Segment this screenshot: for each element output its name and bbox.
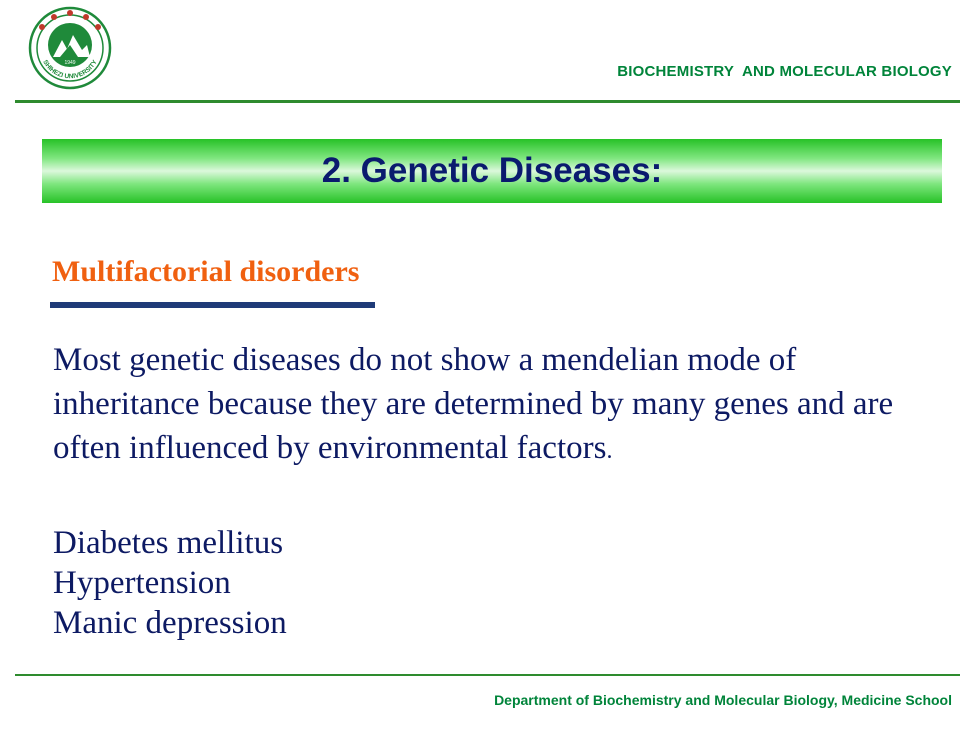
header-course-title: BIOCHEMISTRY AND MOLECULAR BIOLOGY [617,63,952,80]
list-item: Hypertension [53,565,231,601]
logo-year: 1949 [64,60,76,66]
list-item: Diabetes mellitus [53,525,284,561]
section-heading-underline [50,302,375,308]
body-paragraph-text: Most genetic diseases do not show a mendelian mode of inheritance because they are determined by many genes and are often influenced by environmental factors [53,342,894,466]
body-paragraph-period: . [606,438,613,464]
footer-divider [15,674,960,676]
slide-title-banner [42,139,942,203]
university-logo [20,5,120,91]
section-heading: Multifactorial disorders [52,255,360,288]
slide-title: 2. Genetic Diseases: [321,151,663,190]
footer-department: Department of Biochemistry and Molecular Biology, Medicine School [494,692,952,708]
list-item: Manic depression [53,605,287,641]
logo-university-name: SHIHEZI UNIVERSITY [41,58,99,81]
body-paragraph [53,338,923,473]
university-seal-icon [20,5,120,91]
header-divider [15,100,960,103]
disease-list [53,523,287,643]
